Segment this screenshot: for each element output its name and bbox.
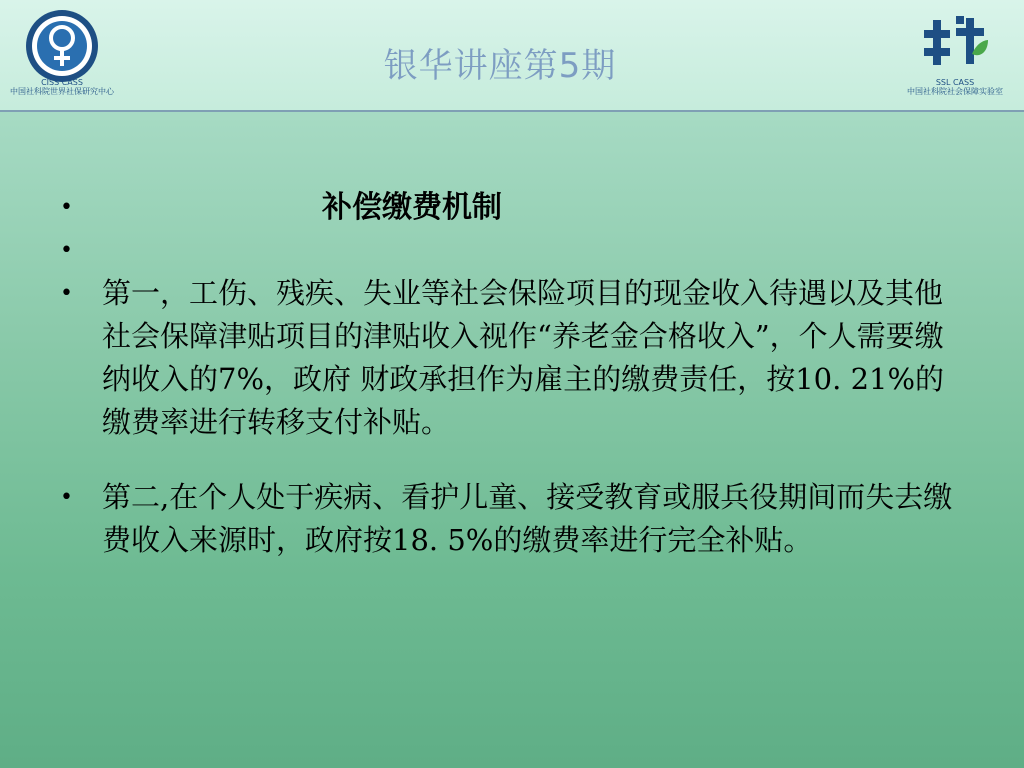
bullet-empty-text [102, 233, 111, 267]
left-logo-caption-line1: CISS CASS [41, 78, 83, 87]
bullet-dot: • [60, 281, 73, 306]
header-divider [0, 110, 1024, 112]
left-logo-caption-line2: 中国社科院世界社保研究中心 [10, 87, 114, 96]
right-logo-caption-line2: 中国社科院社会保障实验室 [907, 87, 1003, 96]
first-point-text: 第一，工伤、残疾、失业等社会保险项目的现金收入待遇以及其他社会保障津贴项目的津贴收入视作“养老金合格收入”，个人需要缴纳收入的7%，政府 财政承担作为雇主的缴费责任，按10. 21%的缴费率进行转移支付补贴。 [102, 276, 945, 439]
slide-title: 银华讲座第5期 [383, 46, 617, 86]
bullet-dot: • [60, 195, 73, 220]
ssl-cass-logo-icon [918, 10, 990, 80]
bullet-heading [60, 186, 970, 229]
bullet-first-point [60, 272, 970, 444]
left-logo-caption [0, 78, 124, 96]
second-point-text: 第二,在个人处于疾病、看护儿童、接受教育或服兵役期间而失去缴费收入来源时，政府按18. 5%的缴费率进行完全补贴。 [102, 480, 953, 557]
right-logo-caption [900, 78, 1010, 96]
bullet-dot: • [60, 238, 73, 263]
bullet-dot: • [60, 485, 73, 510]
bullet-second-point [60, 476, 970, 562]
slide-content [60, 186, 970, 562]
right-logo-caption-line1: SSL CASS [935, 78, 975, 87]
section-heading: 补偿缴费机制 [322, 190, 502, 225]
bullet-empty [60, 229, 970, 272]
